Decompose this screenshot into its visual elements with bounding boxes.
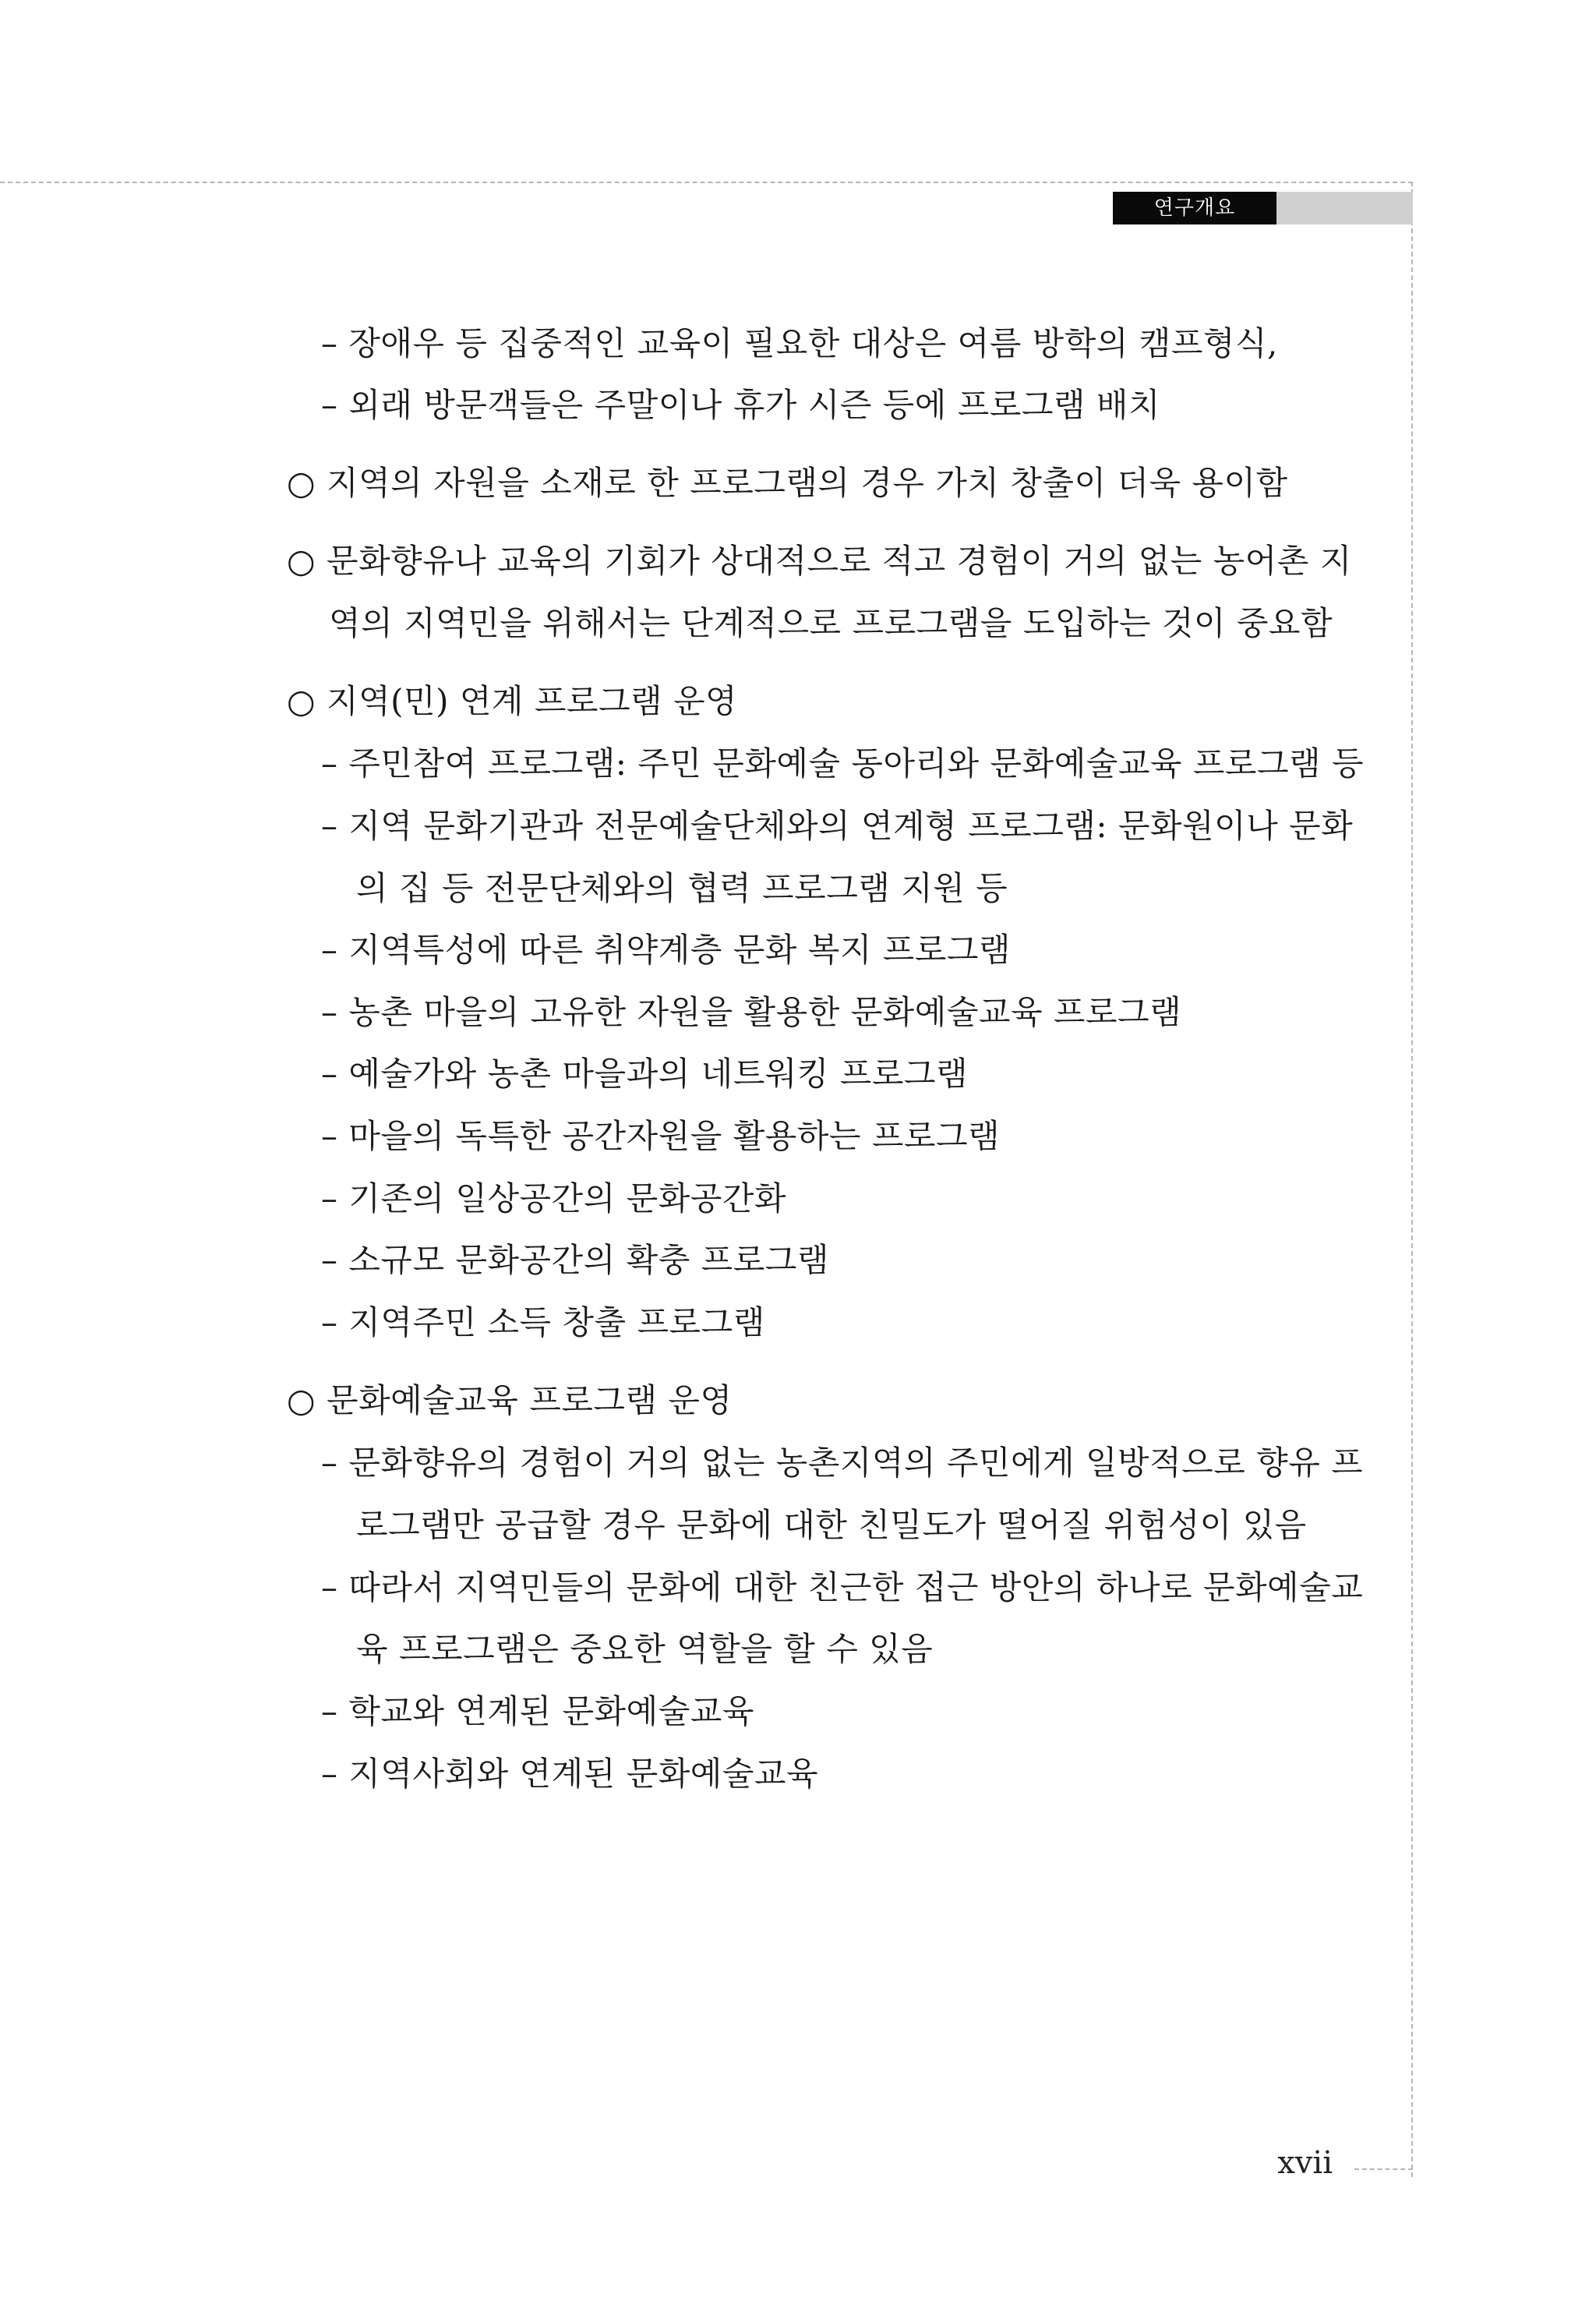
text-line: 역의 지역민을 위해서는 단계적으로 프로그램을 도입하는 것이 중요함 xyxy=(329,604,1333,642)
text-line: – 외래 방문객들은 주말이나 휴가 시즌 등에 프로그램 배치 xyxy=(321,386,1160,424)
text-line: 의 집 등 전문단체와의 협력 프로그램 지원 등 xyxy=(356,869,1008,907)
text-line: – 장애우 등 집중적인 교육이 필요한 대상은 여름 방학의 캠프형식, xyxy=(321,324,1278,362)
text-line: ○ 문화예술교육 프로그램 운영 xyxy=(287,1381,733,1419)
text-line: – 따라서 지역민들의 문화에 대한 친근한 접근 방안의 하나로 문화예술교 xyxy=(321,1568,1364,1606)
text-line: – 주민참여 프로그램: 주민 문화예술 동아리와 문화예술교육 프로그램 등 xyxy=(321,744,1365,783)
page-number-dash xyxy=(1354,2168,1413,2170)
text-line: – 예술가와 농촌 마을과의 네트워킹 프로그램 xyxy=(321,1055,969,1093)
text-line: 육 프로그램은 중요한 역할을 할 수 있음 xyxy=(356,1630,934,1668)
text-line: – 지역특성에 따른 취약계층 문화 복지 프로그램 xyxy=(321,931,1011,969)
text-line: – 마을의 독특한 공간자원을 활용하는 프로그램 xyxy=(321,1117,1001,1155)
page-number: xvii xyxy=(1277,2145,1333,2181)
text-line: – 농촌 마을의 고유한 자원을 활용한 문화예술교육 프로그램 xyxy=(321,993,1182,1031)
text-line: – 소규모 문화공간의 확충 프로그램 xyxy=(321,1241,829,1279)
text-line: – 기존의 일상공간의 문화공간화 xyxy=(321,1179,786,1218)
section-header-label: 연구개요 xyxy=(1113,192,1276,224)
text-line: 로그램만 공급할 경우 문화에 대한 친밀도가 떨어질 위험성이 있음 xyxy=(356,1506,1307,1544)
text-line: – 학교와 연계된 문화예술교육 xyxy=(321,1692,754,1730)
text-line: – 지역주민 소득 창출 프로그램 xyxy=(321,1303,765,1341)
text-line: – 지역 문화기관과 전문예술단체와의 연계형 프로그램: 문화원이나 문화 xyxy=(321,807,1354,845)
text-line: – 지역사회와 연계된 문화예술교육 xyxy=(321,1755,819,1793)
text-line: – 문화향유의 경험이 거의 없는 농촌지역의 주민에게 일방적으로 향유 프 xyxy=(321,1444,1364,1482)
text-line: ○ 지역의 자원을 소재로 한 프로그램의 경우 가치 창출이 더욱 용이함 xyxy=(287,464,1288,502)
text-line: ○ 지역(민) 연계 프로그램 운영 xyxy=(287,682,738,720)
text-line: ○ 문화향유나 교육의 기회가 상대적으로 적고 경험이 거의 없는 농어촌 지 xyxy=(287,542,1352,580)
